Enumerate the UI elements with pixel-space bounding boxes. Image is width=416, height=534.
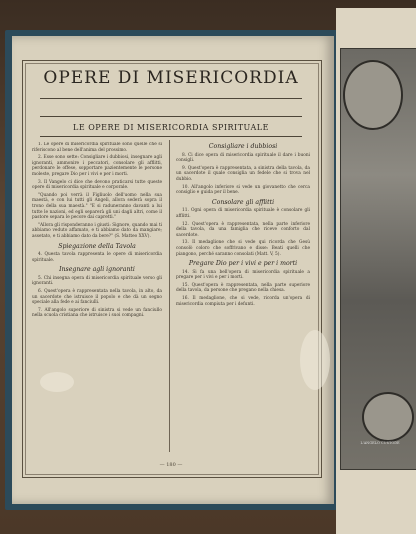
- right-para: 10. All'angolo inferiore si vede un giovanetto che cerca consiglio e guida per il bene.: [176, 184, 310, 196]
- left-para: 7. All'angolo superiore di sinistra si vede un fanciullo nella scuola cristiana che istruisce i suoi compagni.: [32, 307, 162, 319]
- left-para: 5. Chi insegna opera di misericordia spirituale verso gli ignoranti.: [32, 275, 162, 287]
- section-heading-insegnare: Insegnare agli ignoranti: [59, 266, 135, 274]
- left-para: 3. Il Vangelo ci dice che devono praticarsi tutte queste opere di misericordia spirituale e corporale.: [32, 179, 162, 191]
- right-para: 11. Ogni opera di misericordia spirituale è consolare gli afflitti.: [176, 208, 310, 219]
- right-para: 16. Il medaglione, che si vede, ricorda un'opera di misericordia compiuta per i defunti.: [176, 296, 310, 307]
- section-heading-consigliare: Consigliare i dubbiosi: [208, 143, 278, 150]
- section-heading-pregare: Pregare Dio per i vivi e per i morti: [188, 260, 298, 268]
- subtitle-rule: [40, 136, 302, 137]
- page-number: — 180 —: [159, 462, 183, 468]
- right-para: 13. Il medaglione che si vede qui ricorda che Gesù consolò coloro che soffrivano e disse: Beati quelli che piangono, perché saranno consolati (Matt. V, 5).: [176, 240, 310, 257]
- left-column: [32, 142, 162, 452]
- left-para: 2. Esse sono sette: Consigliare i dubbiosi, insegnare agli ignoranti, ammonire i peccatori, consolare gli afflitti, perdonare le offese, sopportare pazientemente le persone moleste, pregare Dio per i vivi e per i morti.: [32, 155, 162, 177]
- medallion-bottom: [362, 392, 414, 442]
- title-rule-top: [40, 98, 302, 99]
- section-heading-tavola: Spiegazione della Tavola: [58, 242, 136, 250]
- right-para: 9. Quest'opera è rappresentata, a sinistra della tavola, da un sacerdote il quale consiglia un fedele che si trova nel dubbio.: [176, 165, 310, 182]
- right-para: 15. Quest'opera è rappresentata, nella parte superiore della tavola, da persone che pregano nella chiesa.: [176, 282, 310, 294]
- right-para: 12. Quest'opera è rappresentata, nella parte inferiore della tavola, da una famiglia che riceve conforto dal sacerdote.: [176, 221, 310, 238]
- page-title: OPERE DI MISERICORDIA: [43, 68, 299, 88]
- right-column: [176, 140, 310, 452]
- right-para: 14. Si fa una bell'opera di misericordia spirituale a pregare per i vivi e per i morti.: [176, 269, 310, 281]
- column-divider: [169, 140, 170, 452]
- title-rule-bottom: [40, 116, 302, 117]
- left-para: 1. Le opere di misericordia spirituale sono quelle che si riferiscono al bene dell'anima del prossimo.: [32, 142, 162, 153]
- left-para: 6. Quest'opera è rappresentata nella tavola, in alto, da un sacerdote che istruisce il popolo e che dà un segno speciale alla fede e ai fanciulli.: [32, 289, 162, 306]
- right-para: 8. Ci dice opera di misericordia spirituale il dare i buoni consigli.: [176, 152, 310, 164]
- section-heading-consolare: Consolare gli afflitti: [211, 198, 275, 206]
- medallion-top: [343, 60, 403, 130]
- section-subtitle: LE OPERE DI MISERICORDIA SPIRITUALE: [73, 123, 269, 132]
- paper-stain: [300, 330, 330, 390]
- illustration-caption: L'ANGELO CUSTODE: [360, 441, 400, 445]
- left-para: "Allora gli risponderanno i giusti: Signore, quando mai ti abbiamo veduto affamato, e ti abbiamo dato da mangiare; assetato, e ti abbiamo dato da bere?" (S. Matteo XXV).: [32, 222, 162, 239]
- left-para: 4. Questa tavola rappresenta le opere di misericordia spirituale.: [32, 252, 162, 263]
- left-para: "Quando poi verrà il Figliuolo dell'uomo nella sua maestà, e con lui tutti gli Angeli, allora sederà sopra il trono della sua maestà." "E si raduneranno davanti a lui tutte le nazioni, ed egli separerà gli uni dagli altri, come il pastore separa le pecore dai capretti.": [32, 192, 162, 221]
- paper-stain: [40, 372, 74, 392]
